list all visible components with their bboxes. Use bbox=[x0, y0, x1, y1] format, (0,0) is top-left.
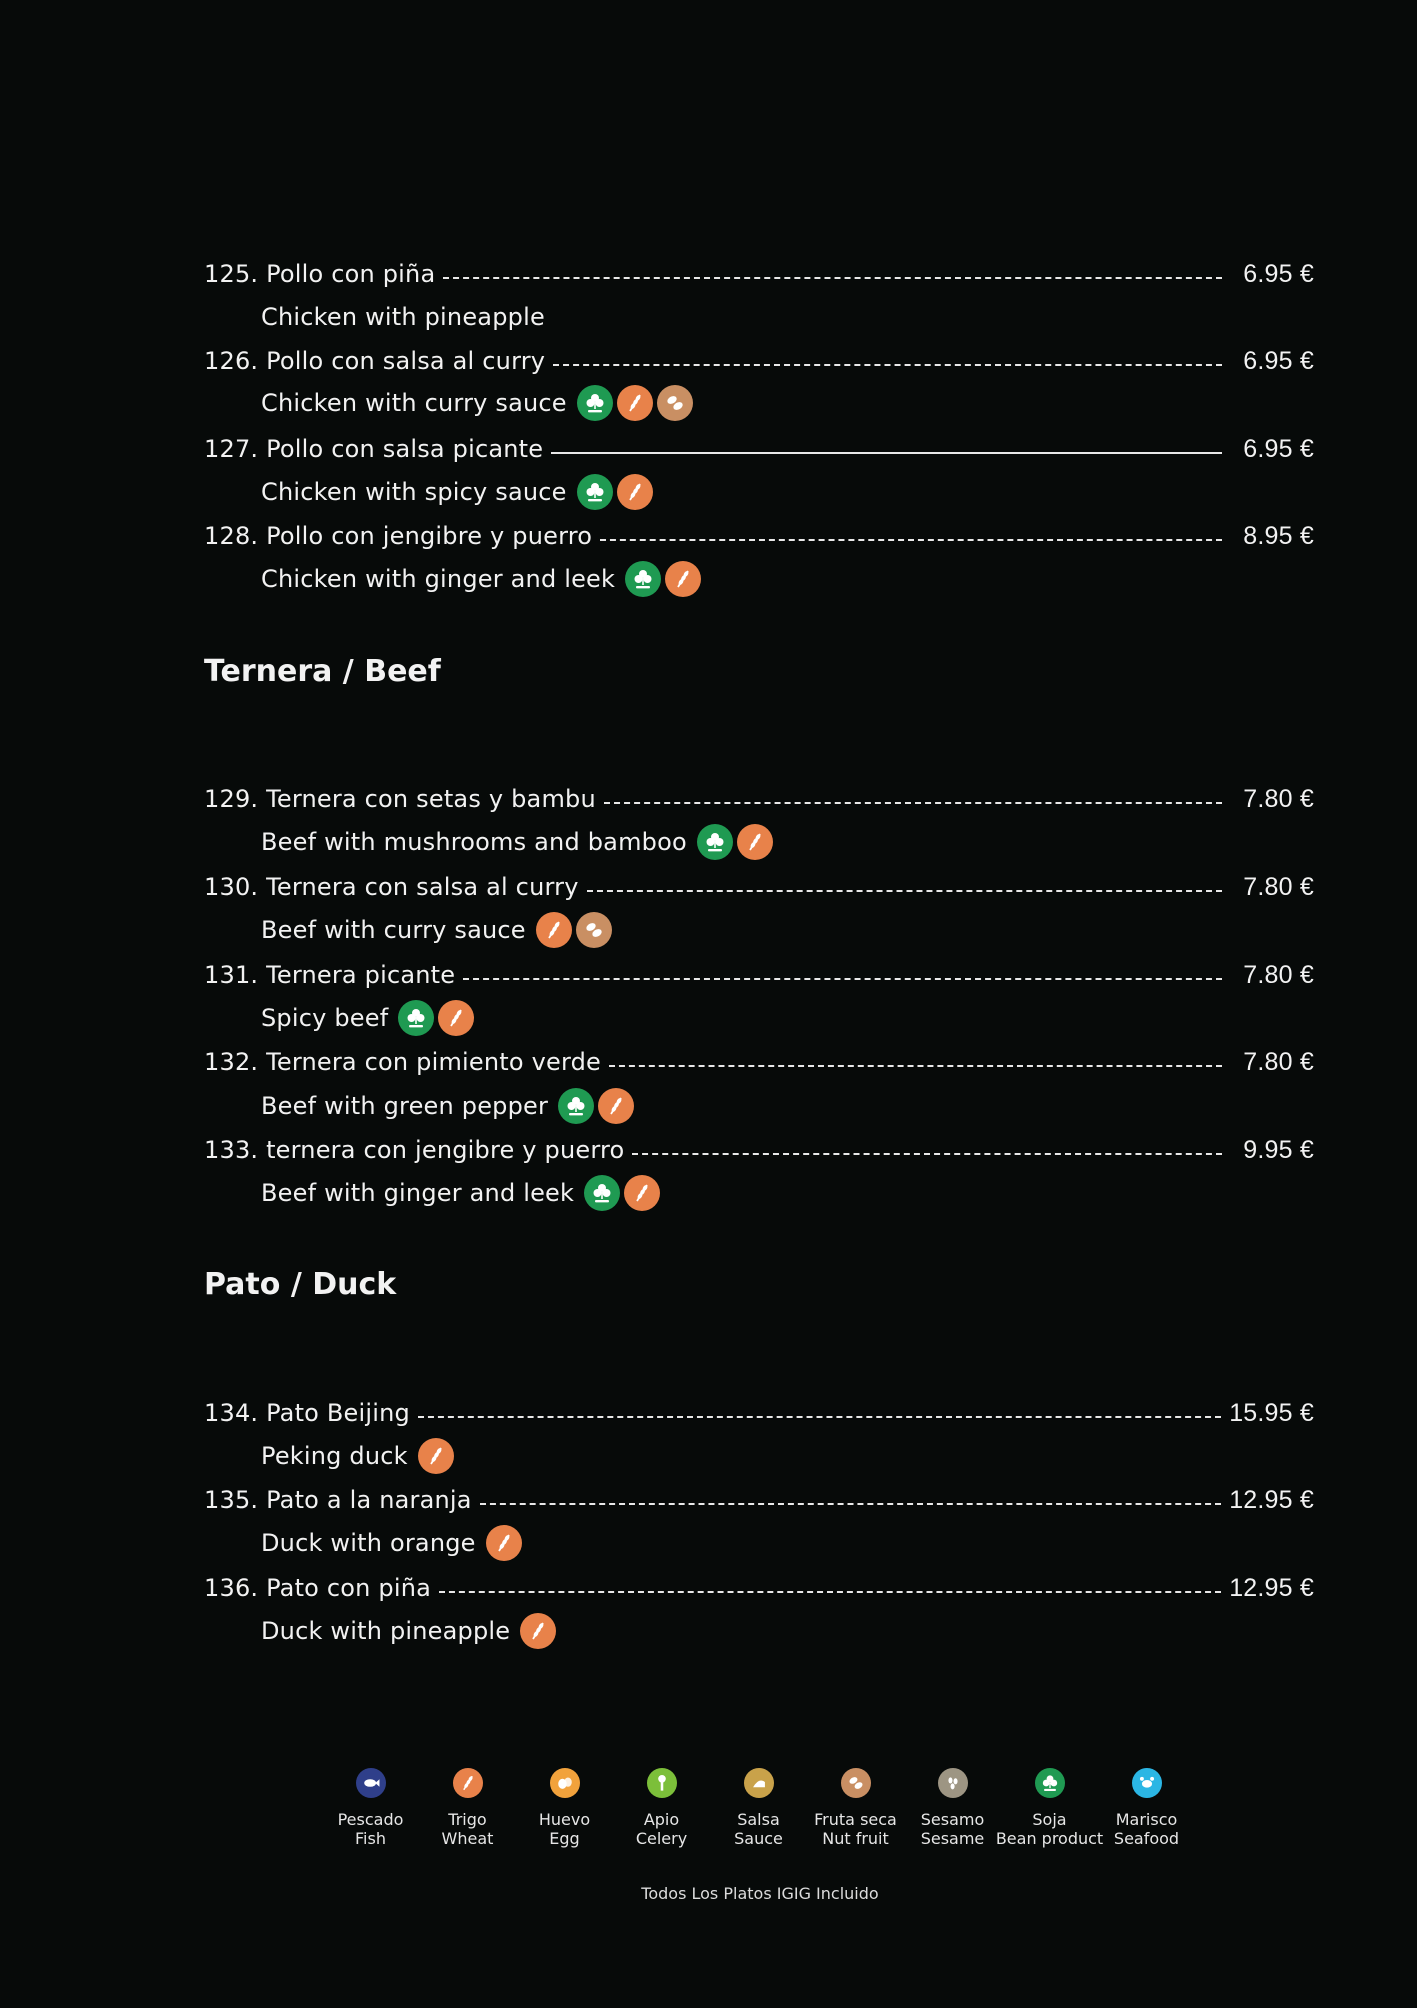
soy-icon bbox=[558, 1088, 594, 1124]
dotted-leader bbox=[587, 890, 1222, 892]
nut-icon bbox=[841, 1768, 871, 1798]
soy-icon bbox=[1035, 1768, 1065, 1798]
dish-subtitle-row bbox=[261, 1611, 556, 1651]
dish-description: Beef with mushrooms and bamboo bbox=[261, 828, 687, 856]
allergen-icons bbox=[693, 824, 773, 860]
wheat-icon bbox=[624, 1175, 660, 1211]
sesame-icon bbox=[938, 1768, 968, 1798]
legend-label-en: Bean product bbox=[995, 1829, 1104, 1848]
wheat-icon bbox=[737, 824, 773, 860]
legend-label-es: Trigo bbox=[448, 1810, 487, 1829]
legend-item-huevo bbox=[516, 1768, 613, 1848]
dish-subtitle-row bbox=[261, 1173, 660, 1213]
legend-label-es: Soja bbox=[1032, 1810, 1067, 1829]
menu-item-133 bbox=[204, 1132, 1314, 1168]
dish-name: 131. Ternera picante bbox=[204, 961, 456, 989]
menu-item-134 bbox=[204, 1395, 1314, 1431]
sauce-icon bbox=[744, 1768, 774, 1798]
dish-name: 132. Ternera con pimiento verde bbox=[204, 1048, 602, 1076]
dish-price: 7.80 € bbox=[1243, 960, 1314, 989]
solid-leader bbox=[551, 452, 1222, 454]
wheat-icon bbox=[617, 474, 653, 510]
dish-subtitle-row bbox=[261, 998, 474, 1038]
dish-subtitle-row bbox=[261, 383, 693, 423]
wheat-icon bbox=[438, 1000, 474, 1036]
dish-subtitle-row bbox=[261, 1086, 634, 1126]
legend-label-en: Sauce bbox=[734, 1829, 783, 1848]
dish-subtitle-row bbox=[261, 472, 653, 512]
dish-description: Chicken with spicy sauce bbox=[261, 478, 567, 506]
dish-price: 6.95 € bbox=[1243, 259, 1314, 288]
wheat-icon bbox=[598, 1088, 634, 1124]
dish-description: Beef with curry sauce bbox=[261, 916, 526, 944]
dish-description: Beef with ginger and leek bbox=[261, 1179, 575, 1207]
legend-label-en: Sesame bbox=[920, 1829, 985, 1848]
legend-label-es: Sesamo bbox=[920, 1810, 985, 1829]
legend-label-en: Celery bbox=[635, 1829, 688, 1848]
dish-price: 8.95 € bbox=[1243, 521, 1314, 550]
wheat-icon bbox=[536, 912, 572, 948]
menu-item-128 bbox=[204, 518, 1314, 554]
dish-subtitle-row bbox=[261, 1436, 454, 1476]
soy-icon bbox=[625, 561, 661, 597]
dish-description: Beef with green pepper bbox=[261, 1092, 549, 1120]
dish-name: 128. Pollo con jengibre y puerro bbox=[204, 522, 593, 550]
legend-item-trigo bbox=[419, 1768, 516, 1848]
dish-description: Duck with orange bbox=[261, 1529, 476, 1557]
dish-description: Chicken with ginger and leek bbox=[261, 565, 616, 593]
dish-subtitle-row bbox=[261, 297, 551, 337]
dish-description: Chicken with curry sauce bbox=[261, 389, 567, 417]
seafood-icon bbox=[1132, 1768, 1162, 1798]
dish-name: 125. Pollo con piña bbox=[204, 260, 436, 288]
legend-label-es: Fruta seca bbox=[814, 1810, 897, 1829]
dish-description: Chicken with pineapple bbox=[261, 303, 545, 331]
dish-name: 130. Ternera con salsa al curry bbox=[204, 873, 579, 901]
dish-subtitle-row bbox=[261, 822, 773, 862]
legend-label-es: Huevo bbox=[538, 1810, 591, 1829]
legend-label-es: Marisco bbox=[1115, 1810, 1178, 1829]
wheat-icon bbox=[520, 1613, 556, 1649]
dish-price: 7.80 € bbox=[1243, 1047, 1314, 1076]
dotted-leader bbox=[553, 364, 1222, 366]
soy-icon bbox=[398, 1000, 434, 1036]
dotted-leader bbox=[604, 802, 1222, 804]
dish-subtitle-row bbox=[261, 559, 701, 599]
dish-name: 133. ternera con jengibre y puerro bbox=[204, 1136, 625, 1164]
dish-price: 15.95 € bbox=[1229, 1398, 1314, 1427]
allergen-icons bbox=[394, 1000, 474, 1036]
footer-note: Todos Los Platos IGIG Incluido bbox=[641, 1884, 879, 1903]
wheat-icon bbox=[418, 1438, 454, 1474]
menu-item-136 bbox=[204, 1570, 1314, 1606]
legend-label-en: Seafood bbox=[1113, 1829, 1180, 1848]
allergen-icons bbox=[554, 1088, 634, 1124]
dotted-leader bbox=[439, 1591, 1221, 1593]
menu-item-125 bbox=[204, 256, 1314, 292]
dotted-leader bbox=[480, 1503, 1221, 1505]
legend-item-apio bbox=[613, 1768, 710, 1848]
dish-name: 134. Pato Beijing bbox=[204, 1399, 410, 1427]
legend-item-fruta bbox=[807, 1768, 904, 1848]
dish-description: Duck with pineapple bbox=[261, 1617, 511, 1645]
legend-label-en: Fish bbox=[355, 1829, 386, 1848]
menu-item-127 bbox=[204, 431, 1314, 467]
legend-label-en: Wheat bbox=[441, 1829, 494, 1848]
section-title-duck: Pato / Duck bbox=[204, 1267, 397, 1302]
menu-item-130 bbox=[204, 869, 1314, 905]
dish-name: 129. Ternera con setas y bambu bbox=[204, 785, 596, 813]
allergen-icons bbox=[580, 1175, 660, 1211]
dish-price: 7.80 € bbox=[1243, 872, 1314, 901]
allergen-icons bbox=[482, 1525, 522, 1561]
dish-name: 136. Pato con piña bbox=[204, 1574, 432, 1602]
dish-name: 127. Pollo con salsa picante bbox=[204, 435, 544, 463]
menu-item-126 bbox=[204, 343, 1314, 379]
dish-price: 6.95 € bbox=[1243, 346, 1314, 375]
dotted-leader bbox=[600, 539, 1222, 541]
dish-price: 12.95 € bbox=[1229, 1485, 1314, 1514]
dish-description: Spicy beef bbox=[261, 1004, 389, 1032]
dotted-leader bbox=[418, 1416, 1221, 1418]
menu-item-129 bbox=[204, 781, 1314, 817]
allergen-icons bbox=[573, 385, 693, 421]
egg-icon bbox=[550, 1768, 580, 1798]
menu-item-135 bbox=[204, 1482, 1314, 1518]
legend-label-en: Egg bbox=[549, 1829, 580, 1848]
wheat-icon bbox=[617, 385, 653, 421]
wheat-icon bbox=[486, 1525, 522, 1561]
menu-item-131 bbox=[204, 957, 1314, 993]
legend-label-es: Pescado bbox=[337, 1810, 404, 1829]
allergen-icons bbox=[414, 1438, 454, 1474]
legend-label-es: Salsa bbox=[737, 1810, 780, 1829]
dish-price: 6.95 € bbox=[1243, 434, 1314, 463]
allergen-legend bbox=[322, 1768, 1195, 1848]
legend-label-en: Nut fruit bbox=[822, 1829, 889, 1848]
dish-name: 126. Pollo con salsa al curry bbox=[204, 347, 546, 375]
dish-name: 135. Pato a la naranja bbox=[204, 1486, 472, 1514]
dish-description: Peking duck bbox=[261, 1442, 408, 1470]
legend-item-pescado bbox=[322, 1768, 419, 1848]
soy-icon bbox=[577, 474, 613, 510]
fish-icon bbox=[356, 1768, 386, 1798]
allergen-icons bbox=[621, 561, 701, 597]
menu-item-132 bbox=[204, 1044, 1314, 1080]
dotted-leader bbox=[463, 978, 1222, 980]
soy-icon bbox=[584, 1175, 620, 1211]
legend-item-soja bbox=[995, 1768, 1104, 1848]
wheat-icon bbox=[453, 1768, 483, 1798]
dotted-leader bbox=[609, 1065, 1222, 1067]
legend-item-sesamo bbox=[904, 1768, 1001, 1848]
dotted-leader bbox=[443, 277, 1222, 279]
celery-icon bbox=[647, 1768, 677, 1798]
allergen-icons bbox=[573, 474, 653, 510]
soy-icon bbox=[697, 824, 733, 860]
legend-item-marisco bbox=[1098, 1768, 1195, 1848]
dish-price: 7.80 € bbox=[1243, 784, 1314, 813]
soy-icon bbox=[577, 385, 613, 421]
section-title-beef: Ternera / Beef bbox=[204, 654, 441, 689]
dotted-leader bbox=[632, 1153, 1222, 1155]
dish-price: 12.95 € bbox=[1229, 1573, 1314, 1602]
allergen-icons bbox=[516, 1613, 556, 1649]
dish-subtitle-row bbox=[261, 910, 612, 950]
nut-icon bbox=[657, 385, 693, 421]
legend-item-salsa bbox=[710, 1768, 807, 1848]
dish-price: 9.95 € bbox=[1243, 1135, 1314, 1164]
wheat-icon bbox=[665, 561, 701, 597]
legend-label-es: Apio bbox=[643, 1810, 680, 1829]
nut-icon bbox=[576, 912, 612, 948]
dish-subtitle-row bbox=[261, 1523, 522, 1563]
allergen-icons bbox=[532, 912, 612, 948]
